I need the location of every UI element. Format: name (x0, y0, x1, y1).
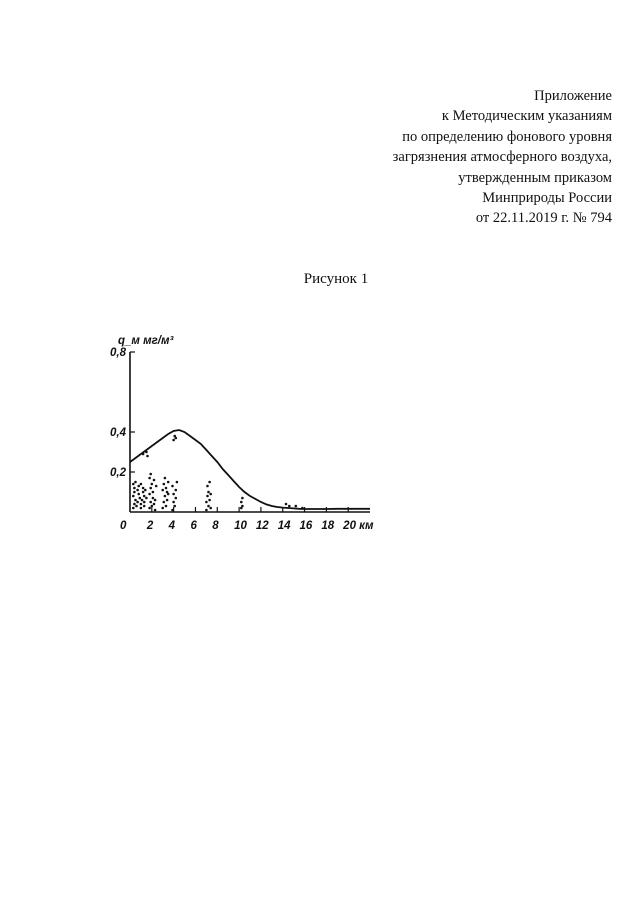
y-tick-label: 0,2 (110, 467, 126, 479)
scatter-point (175, 437, 178, 440)
scatter-point (207, 505, 210, 508)
scatter-point (301, 507, 304, 510)
scatter-point (143, 501, 146, 504)
scatter-point (142, 491, 145, 494)
appendix-line: к Методическим указаниям (441, 108, 612, 125)
scatter-point (137, 485, 140, 488)
scatter-point (152, 497, 155, 500)
scatter-point (134, 481, 137, 484)
x-tick-label: 2 (146, 520, 154, 532)
scatter-point (144, 489, 147, 492)
scatter-point (206, 485, 209, 488)
scatter-point (167, 493, 170, 496)
scatter-point (155, 485, 158, 488)
y-axis-label: q_м мг/м³ (118, 335, 174, 347)
scatter-point (209, 507, 212, 510)
scatter-point (172, 439, 175, 442)
scatter-point (133, 503, 136, 506)
scatter-point (132, 483, 135, 486)
scatter-point (136, 489, 139, 492)
appendix-line: загрязнения атмосферного воздуха, (392, 149, 612, 166)
scatter-point (208, 481, 211, 484)
x-tick-label: 18 (321, 520, 335, 532)
scatter-point (165, 487, 168, 490)
scatter-point (153, 479, 156, 482)
scatter-point (140, 507, 143, 510)
scatter-point (145, 497, 148, 500)
scatter-point (151, 505, 154, 508)
scatter-point (173, 505, 176, 508)
scatter-point (206, 495, 209, 498)
scatter-point (132, 507, 135, 510)
scatter-point (161, 507, 164, 510)
scatter-point (154, 499, 157, 502)
x-tick-label: 10 (234, 520, 247, 532)
scatter-point (167, 481, 170, 484)
appendix-line: по определению фонового уровня (402, 128, 612, 145)
series-line (130, 430, 370, 509)
scatter-point (142, 453, 145, 456)
x-tick-label: 0 (120, 520, 127, 532)
scatter-point (153, 503, 156, 506)
scatter-point (241, 505, 244, 508)
scatter-point (207, 491, 210, 494)
scatter-point (176, 481, 179, 484)
appendix-line: от 22.11.2019 г. № 794 (475, 210, 612, 227)
scatter-point (143, 495, 146, 498)
appendix-line: Приложение (534, 88, 612, 104)
x-tick-label: 16 (299, 520, 313, 532)
scatter-point (241, 497, 244, 500)
scatter-point (148, 493, 151, 496)
scatter-point (164, 495, 167, 498)
scatter-point (139, 497, 142, 500)
scatter-point (149, 487, 152, 490)
scatter-point (172, 493, 175, 496)
scatter-point (143, 505, 146, 508)
x-tick-label: 14 (277, 520, 291, 532)
y-tick-label: 0,4 (110, 427, 126, 439)
scatter-point (132, 495, 135, 498)
x-tick-label: 12 (255, 520, 269, 532)
scatter-point (148, 477, 151, 480)
scatter-point (166, 499, 169, 502)
scatter-point (137, 493, 140, 496)
scatter-point (146, 455, 149, 458)
scatter-point (295, 505, 298, 508)
scatter-point (140, 483, 143, 486)
scatter-point (135, 505, 138, 508)
scatter-point (205, 501, 208, 504)
scatter-point (175, 497, 178, 500)
scatter-point (209, 493, 212, 496)
scatter-point (205, 509, 208, 512)
x-tick-label: 4 (168, 520, 176, 532)
scatter-point (133, 487, 136, 490)
x-tick-label: 20 км (343, 520, 374, 532)
x-tick-label: 6 (190, 520, 197, 532)
scatter-point (134, 499, 137, 502)
scatter-point (285, 503, 288, 506)
scatter-point (288, 505, 291, 508)
scatter-point (172, 501, 175, 504)
scatter-point (163, 483, 166, 486)
scatter-point (175, 489, 178, 492)
scatter-point (171, 509, 174, 512)
appendix-line: утвержденным приказом (458, 169, 612, 186)
scatter-point (164, 477, 167, 480)
scatter-point (141, 499, 144, 502)
scatter-point (140, 503, 143, 506)
scatter-point (240, 501, 243, 504)
scatter-point (161, 489, 164, 492)
scatter-point (133, 491, 136, 494)
scatter-point (151, 483, 154, 486)
scatter-point (171, 485, 174, 488)
figure-caption: Рисунок 1 (303, 271, 369, 287)
scatter-point (136, 501, 139, 504)
scatter-point (149, 501, 152, 504)
scatter-point (152, 491, 155, 494)
scatter-point (208, 499, 211, 502)
scatter-point (165, 505, 168, 508)
scatter-point (149, 473, 152, 476)
scatter-point (142, 487, 145, 490)
appendix-line: Минприроды России (482, 190, 612, 207)
scatter-point (145, 451, 148, 454)
scatter-point (154, 509, 157, 512)
scatter-point (148, 507, 151, 510)
y-tick-label: 0,8 (110, 347, 126, 359)
scatter-point (163, 501, 166, 504)
x-tick-label: 8 (212, 520, 219, 532)
